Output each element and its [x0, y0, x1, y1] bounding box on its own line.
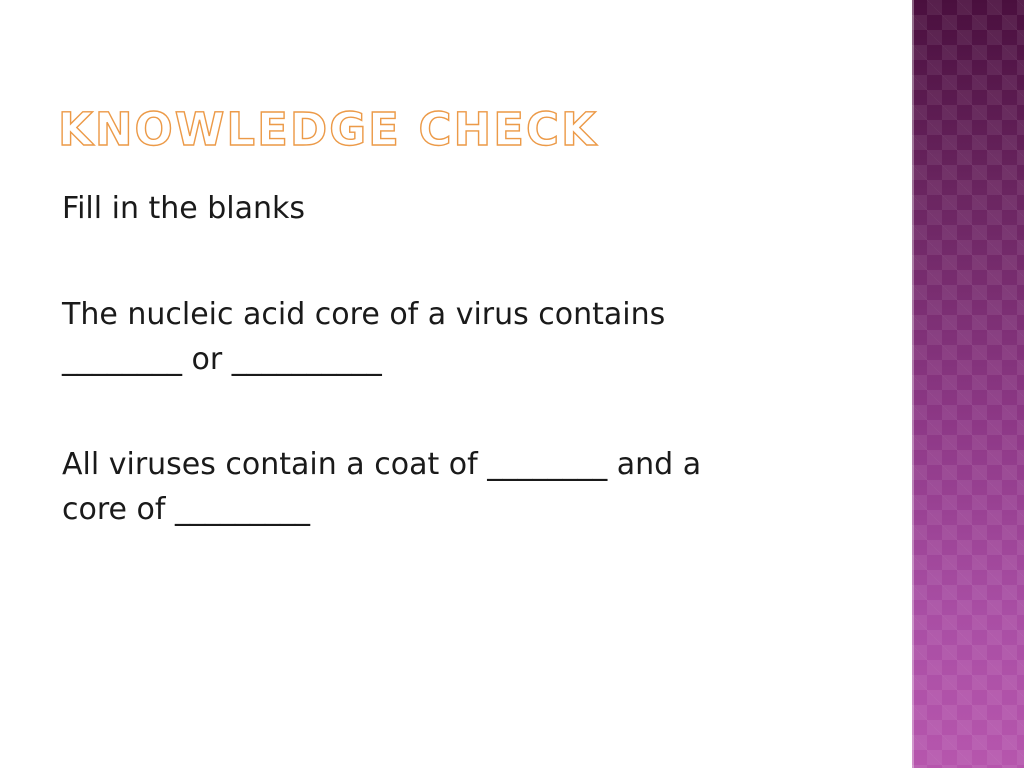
side-band-edge: [912, 0, 914, 768]
question-1: [62, 292, 822, 382]
question-1-line-2: ________ or __________: [62, 342, 382, 377]
question-2: [62, 442, 822, 532]
decorative-side-band: [912, 0, 1024, 768]
question-2-line-1: All viruses contain a coat of ________ and a: [62, 447, 702, 482]
question-1-line-1: The nucleic acid core of a virus contains: [62, 297, 666, 332]
slide-title: KNOWLEDGE CHECK: [58, 103, 598, 156]
instruction-text: Fill in the blanks: [62, 191, 306, 226]
question-2-line-2: core of _________: [62, 492, 310, 527]
